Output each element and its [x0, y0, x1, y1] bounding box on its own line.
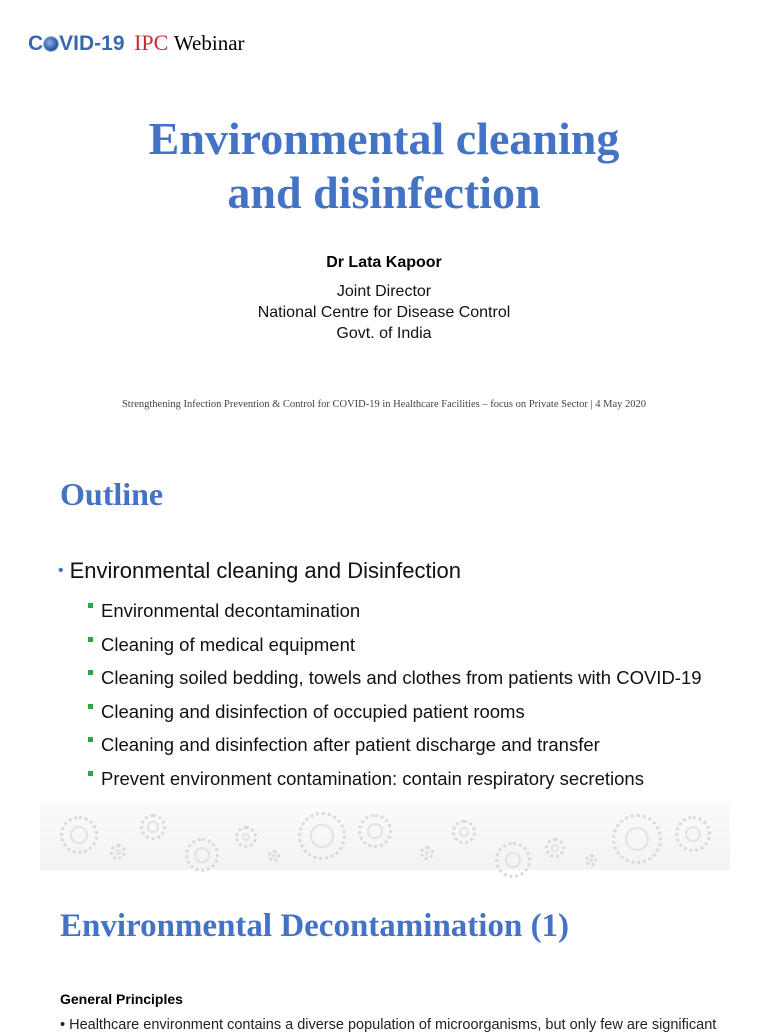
general-principles-heading: General Principles: [60, 991, 183, 1007]
virus-pattern-band: [40, 802, 730, 870]
virus-icon: [235, 826, 257, 848]
virus-icon: [358, 814, 392, 848]
square-bullet-icon: [88, 670, 93, 675]
sub-bullet: Cleaning and disinfection of occupied patient rooms: [88, 695, 702, 729]
square-bullet-icon: [88, 603, 93, 608]
virus-icon: [268, 850, 280, 862]
outline-title: Outline: [60, 476, 164, 512]
bullet-dot-icon: •: [58, 562, 64, 579]
affiliation-line: Joint Director: [336, 283, 432, 300]
virus-icon: [140, 814, 166, 840]
brand-covid: C VID-19: [28, 32, 125, 55]
webinar-brand: [28, 30, 245, 56]
virus-icon: [545, 838, 565, 858]
virus-icon: [298, 812, 346, 860]
main-bullet-text: Environmental cleaning and Disinfection: [69, 558, 461, 583]
virus-icon: [110, 844, 126, 860]
virus-icon: [675, 816, 711, 852]
affiliation-line: Govt. of India: [336, 325, 432, 342]
slide1-title: [0, 112, 768, 220]
virus-icon: [185, 838, 219, 872]
sub-bullet: Cleaning of medical equipment: [88, 628, 702, 662]
main-bullet: [58, 558, 461, 584]
sub-bullet: Cleaning and disinfection after patient discharge and transfer: [88, 728, 702, 762]
virus-icon: [495, 842, 531, 878]
sub-bullet: Prevent environment contamination: contain respiratory secretions: [88, 762, 702, 796]
presenter-name: Dr Lata Kapoor: [326, 254, 442, 271]
square-bullet-icon: [88, 704, 93, 709]
square-bullet-icon: [88, 637, 93, 642]
slide1-title-line2: and disinfection: [227, 167, 541, 218]
affiliation-line: National Centre for Disease Control: [257, 304, 511, 321]
principles-first-line: • Healthcare environment contains a diverse population of microorganisms, but only few are significant: [60, 1017, 717, 1033]
slide3-title: Environmental Decontamination (1): [60, 908, 570, 944]
square-bullet-icon: [88, 771, 93, 776]
square-bullet-icon: [88, 737, 93, 742]
sub-bullet-list: [88, 594, 702, 796]
brand-webinar: Webinar: [173, 31, 245, 55]
sub-bullet: Environmental decontamination: [88, 594, 702, 628]
brand-ipc: IPC: [134, 30, 169, 55]
presenter-affiliation: [0, 281, 768, 344]
virus-icon: [60, 816, 98, 854]
virus-icon: [585, 854, 597, 866]
virus-icon: [420, 846, 434, 860]
virus-icon: [612, 814, 662, 864]
slide1-title-line1: Environmental cleaning: [148, 113, 620, 164]
virus-icon: [44, 37, 58, 51]
sub-bullet: Cleaning soiled bedding, towels and clothes from patients with COVID-19: [88, 661, 702, 695]
virus-icon: [452, 820, 476, 844]
webinar-footer-note: Strengthening Infection Prevention & Control for COVID-19 in Healthcare Facilities – focus on Private Sector | 4 May 2020: [121, 399, 647, 410]
